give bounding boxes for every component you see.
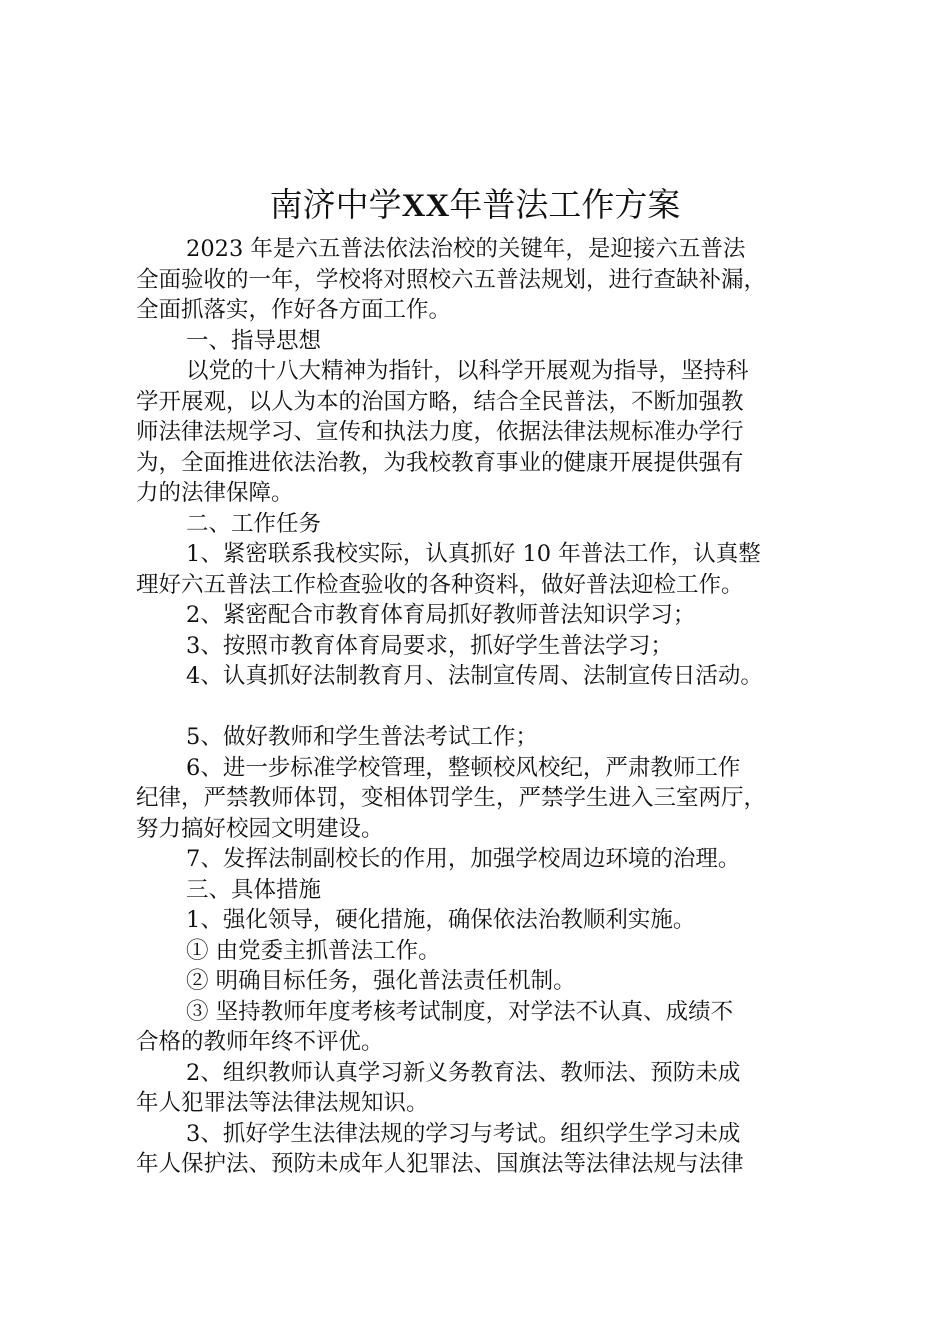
title-part-3: 年普法工作方案 xyxy=(449,185,681,224)
paragraph-line: 4、认真抓好法制教育月、法制宣传周、法制宣传日活动。 xyxy=(186,663,763,689)
title-part-1: 南济中学 xyxy=(269,185,402,224)
section-heading: 二、工作任务 xyxy=(186,510,322,537)
paragraph-line: 学开展观，以人为本的治国方略，结合全民普法，不断加强教 xyxy=(136,388,744,415)
paragraph-line: 6、进一步标准学校管理，整顿校风校纪，严肃教师工作 xyxy=(186,754,741,781)
section-heading: 一、指导思想 xyxy=(186,327,322,354)
title-part-2: XX xyxy=(401,188,450,224)
paragraph-line: ③ 坚持教师年度考核考试制度，对学法不认真、成绩不 xyxy=(186,998,734,1025)
paragraph-line: 师法律法规学习、宣传和执法力度，依据法律法规标准办学行 xyxy=(136,419,744,445)
paragraph-line: 2、组织教师认真学习新义务教育法、教师法、预防未成 xyxy=(186,1059,741,1086)
paragraph-line: 7、发挥法制副校长的作用，加强学校周边环境的治理。 xyxy=(186,846,741,872)
paragraph-line: 年人犯罪法等法律法规知识。 xyxy=(136,1090,429,1116)
paragraph-line: ② 明确目标任务，强化普法责任机制。 xyxy=(186,968,576,994)
paragraph-line: 以党的十八大精神为指针，以科学开展观为指导，坚持科 xyxy=(186,358,749,384)
paragraph-line: 5、做好教师和学生普法考试工作； xyxy=(186,724,538,750)
paragraph-line: 2、紧密配合市教育体育局抓好教师普法知识学习； xyxy=(186,602,696,628)
paragraph-line: 为，全面推进依法治教，为我校教育事业的健康开展提供强有 xyxy=(136,449,744,476)
paragraph-line: 合格的教师年终不评优。 xyxy=(136,1029,384,1055)
paragraph-line: 努力搞好校园文明建设。 xyxy=(136,815,384,842)
paragraph-line: 2023 年是六五普法依法治校的关键年，是迎接六五普法 xyxy=(186,236,746,262)
paragraph-line: 1、紧密联系我校实际，认真抓好 10 年普法工作，认真整 xyxy=(186,541,761,567)
paragraph-line: 全面验收的一年，学校将对照校六五普法规划，进行查缺补漏， xyxy=(136,266,767,293)
paragraph-line: 1、强化领导，硬化措施，确保依法治教顺利实施。 xyxy=(186,907,696,933)
paragraph-line: ① 由党委主抓普法工作。 xyxy=(186,937,441,964)
paragraph-line: 年人保护法、预防未成年人犯罪法、国旗法等法律法规与法律 xyxy=(136,1151,744,1177)
document-title xyxy=(0,182,950,229)
section-heading: 三、具体措施 xyxy=(186,876,322,903)
document-body xyxy=(136,234,836,1180)
paragraph-line: 3、按照市教育体育局要求，抓好学生普法学习； xyxy=(186,632,673,659)
paragraph-line: 3、抓好学生法律法规的学习与考试。组织学生学习未成 xyxy=(186,1120,741,1147)
paragraph-line: 理好六五普法工作检查验收的各种资料，做好普法迎检工作。 xyxy=(136,571,744,598)
paragraph-line: 力的法律保障。 xyxy=(136,480,294,506)
blank-line xyxy=(136,692,836,723)
paragraph-line: 纪律，严禁教师体罚，变相体罚学生，严禁学生进入三室两厅， xyxy=(136,785,767,811)
paragraph-line: 全面抓落实，作好各方面工作。 xyxy=(136,297,452,323)
